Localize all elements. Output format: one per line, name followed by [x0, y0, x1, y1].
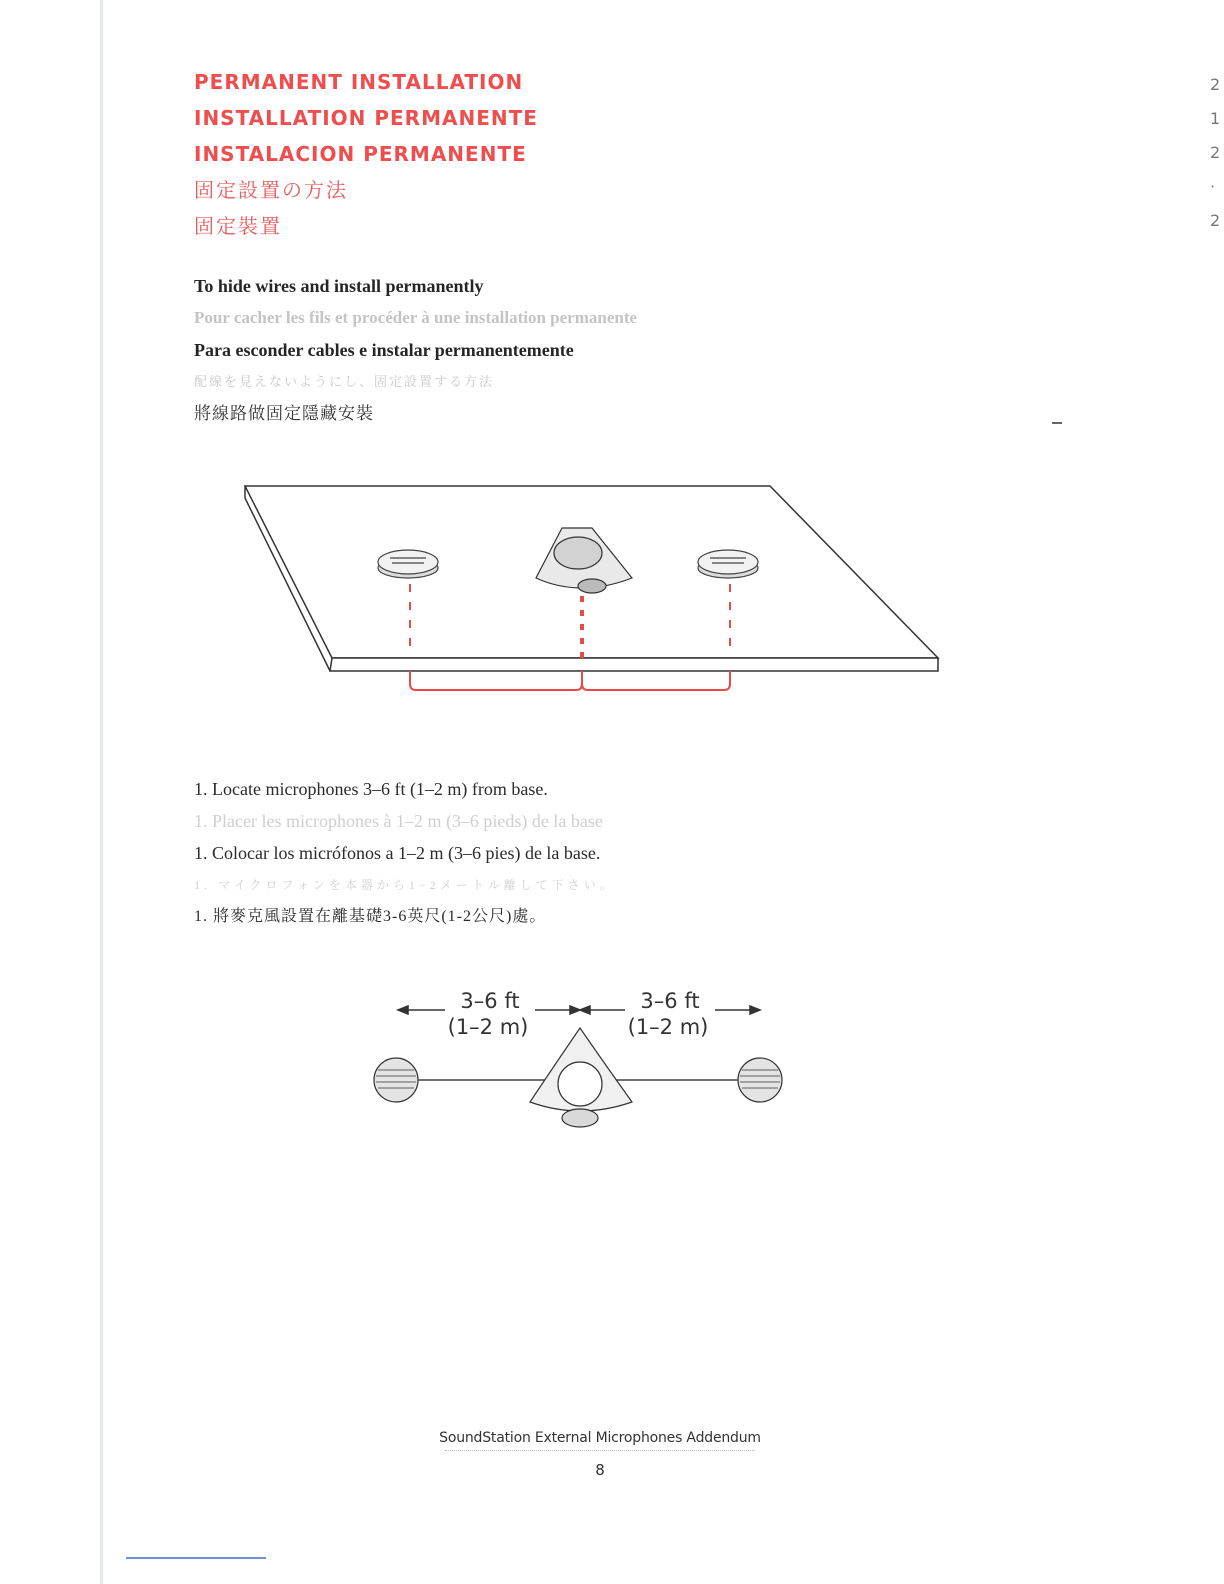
- title-zh: 固定裝置: [194, 214, 282, 238]
- title-es: INSTALACION PERMANENTE: [194, 142, 527, 166]
- arrows: [398, 1006, 760, 1014]
- footer-title: SoundStation External Microphones Addendum: [439, 1430, 761, 1446]
- subtitle-ja: 配線を見えないようにし、固定設置する方法: [194, 374, 495, 389]
- right-microphone-topview-icon: [738, 1058, 782, 1102]
- right-distance-label: 3–6 ft: [640, 989, 700, 1013]
- title-fr: INSTALLATION PERMANENTE: [194, 106, 538, 130]
- step-1-en: 1. Locate microphones 3–6 ft (1–2 m) from base.: [194, 779, 548, 799]
- left-distance-label: 3–6 ft: [460, 989, 520, 1013]
- left-metric-label: (1–2 m): [447, 1015, 529, 1039]
- table-installation-illustration: [240, 478, 950, 703]
- margin-mark: 2: [1210, 211, 1221, 230]
- subtitles: [194, 270, 637, 430]
- distance-diagram: [370, 980, 790, 1130]
- footer-divider: [445, 1450, 755, 1451]
- step-1-zh: 1. 將麥克風設置在離基礎3-6英尺(1-2公尺)處。: [194, 908, 547, 925]
- step-1-fr: 1. Placer les microphones à 1–2 m (3–6 pieds) de la base: [194, 811, 603, 831]
- steps: [194, 773, 616, 933]
- section-titles: [194, 66, 538, 246]
- page-footer: [0, 1430, 1200, 1479]
- step-1-ja: 1. マイクロフォンを本器から1−2メートル離して下さい。: [194, 878, 616, 892]
- right-microphone-icon: [698, 550, 758, 578]
- title-en: PERMANENT INSTALLATION: [194, 70, 524, 94]
- left-microphone-icon: [378, 550, 438, 578]
- margin-mark: 2: [1210, 143, 1221, 162]
- title-ja: 固定設置の方法: [194, 178, 348, 202]
- margin-mark: 2: [1210, 75, 1221, 94]
- conference-phone-topview-icon: [530, 1028, 632, 1127]
- subtitle-en: To hide wires and install permanently: [194, 276, 484, 296]
- left-microphone-topview-icon: [374, 1058, 418, 1102]
- stray-dash: [1052, 422, 1062, 424]
- subtitle-zh: 將線路做固定隱藏安裝: [194, 404, 374, 423]
- subtitle-es: Para esconder cables e instalar permanentemente: [194, 340, 574, 360]
- margin-mark: 1: [1210, 109, 1221, 128]
- margin-mark: ·: [1210, 177, 1216, 196]
- subtitle-fr: Pour cacher les fils et procéder à une installation permanente: [194, 308, 638, 327]
- binding-line: [100, 0, 103, 1584]
- page-number: 8: [595, 1461, 605, 1479]
- bottom-rule: [126, 1557, 266, 1559]
- right-metric-label: (1–2 m): [627, 1015, 709, 1039]
- margin-marks: [1210, 68, 1222, 238]
- step-1-es: 1. Colocar los micrófonos a 1–2 m (3–6 pies) de la base.: [194, 843, 601, 863]
